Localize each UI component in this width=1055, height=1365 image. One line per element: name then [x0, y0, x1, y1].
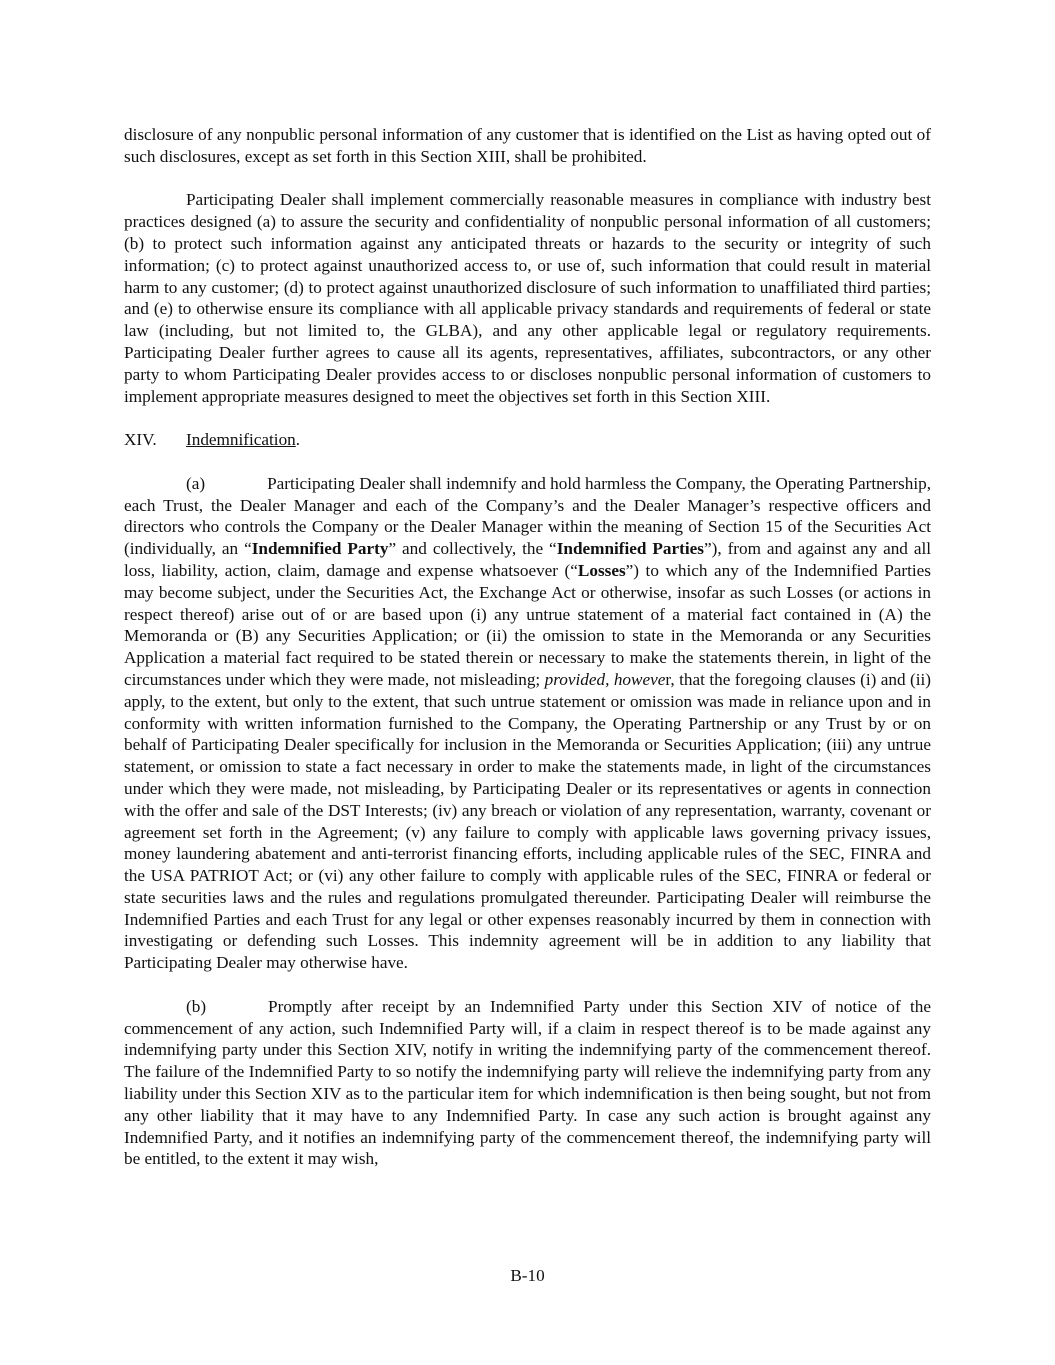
section-number: XIV.	[124, 430, 157, 450]
paragraph-privacy-continuation: disclosure of any nonpublic personal information of any customer that is identified on the List as having opted out of such disclosures, except as set forth in this Section XIII, shall be prohibited.	[124, 125, 931, 166]
paragraph-a-text-5: r, that the foregoing clauses (i) and (ii) apply, to the extent, but only to the extent, that such untrue statement or omission was made in reliance upon and in conformity with written information furnished to the Company, the Operating Partnership or any Trust by or on behalf of Participating Dealer specifically for inclusion in the Memoranda or Securities Application; (iii) any untrue statement, or omission to state a fact necessary in order to make the statements made, in light of the circumstances under which they were made, not misleading, by Participating Dealer or its representatives or agents in connection with the offer and sale of the DST Interests; (iv) any breach or violation of any representation, warranty, covenant or agreement set forth in the Agreement; (v) any failure to comply with applicable laws governing privacy issues, money laundering abatement and anti-terrorist financing efforts, including applicable rules of the SEC, FINRA and the USA PATRIOT Act; or (vi) any other failure to comply with applicable rules of the SEC, FINRA or federal or state securities laws and the rules and regulations promulgated thereunder. Participating Dealer will reimburse the Indemnified Parties and each Trust for any legal or other expenses reasonably incurred by them in connection with investigating or defending such Losses. This indemnity agreement will be in addition to any liability that Participating Dealer may otherwise have.	[124, 669, 932, 973]
term-indemnified-parties: Indemnified Parties	[556, 539, 704, 559]
section-heading	[124, 429, 931, 451]
section-title: Indemnification	[186, 430, 296, 450]
paragraph-a-text-3: ”), from and against any and all loss, liability, action, claim, damage and expense whatsoever (“	[124, 539, 932, 580]
section-title-period: .	[295, 430, 301, 450]
paragraph-b-text: Promptly after receipt by an Indemnified Party under this Section XIV of notice of the commencement of any action, such Indemnified Party will, if a claim in respect thereof is to be made against any indemnifying party under this Section XIV, notify in writing the indemnifying party of the commencement thereof. The failure of the Indemnified Party to so notify the indemnifying party will relieve the indemnifying party from any liability under this Section XIV as to the particular item for which indemnification is then being sought, but not from any other liability that it may have to any Indemnified Party. In case any such action is brought against any Indemnified Party, and it notifies an indemnifying party of the commencement thereof, the indemnifying party will be entitled, to the extent it may wish,	[124, 996, 931, 1169]
paragraph-indemnification-b	[124, 996, 931, 1170]
page-number: B-10	[510, 1266, 545, 1285]
term-indemnified-party: Indemnified Party	[251, 539, 389, 559]
paragraph-a-text-2: ” and collectively, the “	[388, 539, 557, 559]
paragraph-a-text-1: Participating Dealer shall indemnify and hold harmless the Company, the Operating Partnership, each Trust, the Dealer Manager and each of the Company’s and the Dealer Manager’s respective officers and directors who controls the Company or the Dealer Manager within the meaning of Section 15 of the Securities Act (individually, an “	[124, 473, 931, 559]
paragraph-security-measures: Participating Dealer shall implement commercially reasonable measures in compliance with industry best practices designed (a) to assure the security and confidentiality of nonpublic personal information of all customers; (b) to protect such information against any anticipated threats or hazards to the security or integrity of such information; (c) to protect against unauthorized access to, or use of, such information that could result in material harm to any customer; (d) to protect against unauthorized disclosure of such information to unaffiliated third parties; and (e) to otherwise ensure its compliance with all applicable privacy standards and requirements of federal or state law (including, but not limited to, the GLBA), and any other applicable legal or regulatory requirements. Participating Dealer further agrees to cause all its agents, representatives, affiliates, subcontractors, or any other party to whom Participating Dealer provides access to or discloses nonpublic personal information of customers to implement appropriate measures designed to meet the objectives set forth in this Section XIII.	[124, 190, 931, 406]
paragraph-indemnification-a	[124, 473, 931, 974]
paragraph-a-label: (a)	[186, 473, 206, 493]
proviso-italic: provided, howeve	[544, 669, 666, 689]
term-losses: Losses	[577, 560, 626, 580]
document-page	[124, 124, 931, 1170]
paragraph-a-text-4: ”) to which any of the Indemnified Parties may become subject, under the Securities Act, the Exchange Act or otherwise, insofar as such Losses (or actions in respect thereof) arise out of or are based upon (i) any untrue statement of a material fact contained in (A) the Memoranda or (B) any Securities Application; or (ii) the omission to state in the Memoranda or any Securities Application a material fact required to be stated therein or necessary to make the statements therein, in light of the circumstances under which they were made, not misleading;	[124, 560, 931, 689]
paragraph-b-label: (b)	[186, 996, 207, 1016]
